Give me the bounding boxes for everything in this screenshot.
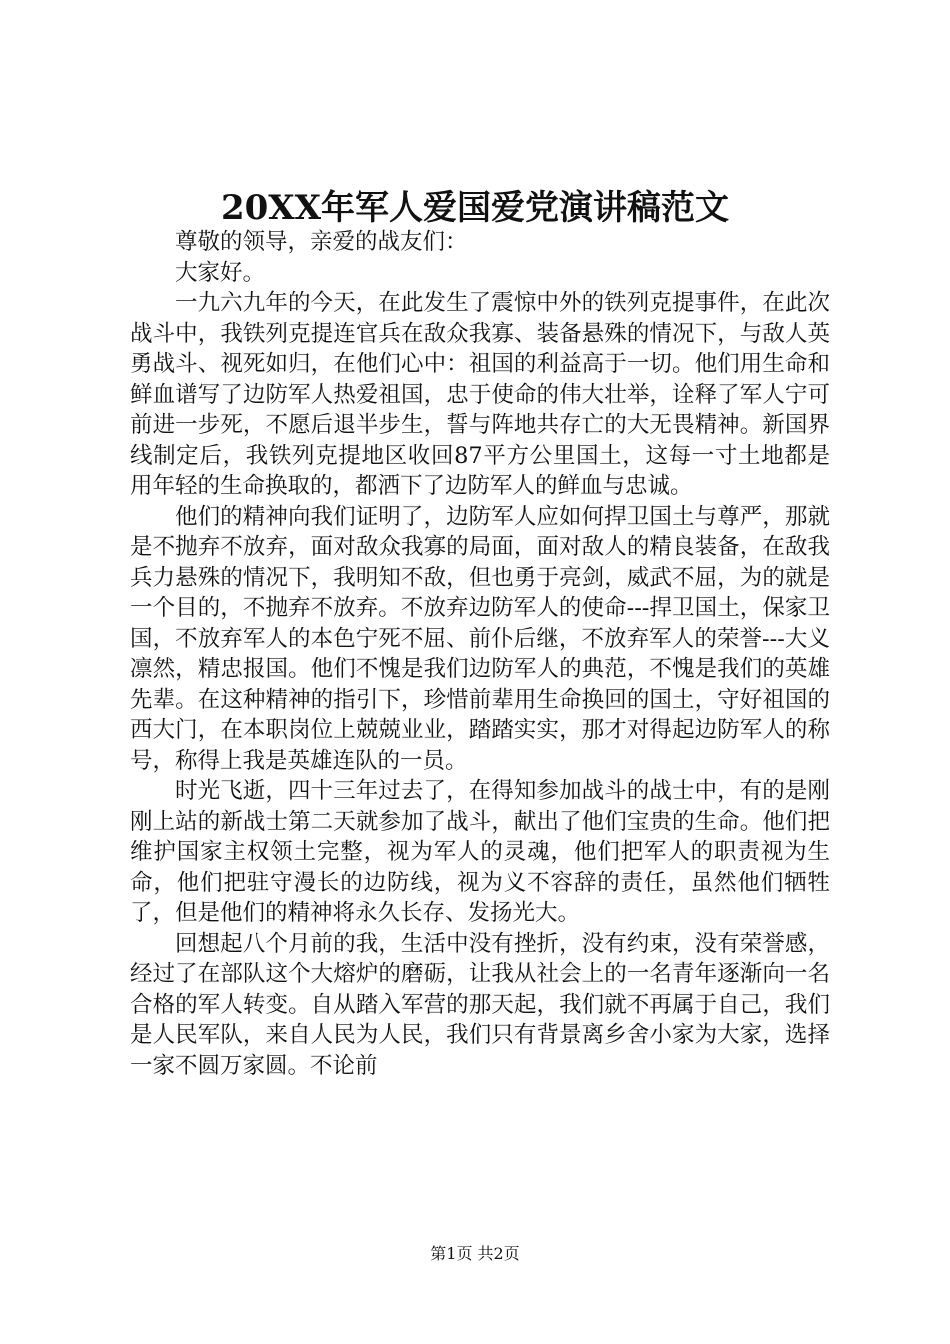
page-footer: 第1页 共2页 bbox=[430, 1244, 520, 1263]
paragraph: 他们的精神向我们证明了，边防军人应如何捍卫国土与尊严，那就是不抛弃不放弃，面对敌众我寡的局面，面对敌人的精良装备，在敌我兵力悬殊的情况下，我明知不敌，但也勇于亮剑，威武不屈，为的就是一个目的，不抛弃不放弃。不放弃边防军人的使命---捍卫国土，保家卫国，不放弃军人的本色宁死不屈、前仆后继，不放弃军人的荣誉---大义凛然，精忠报国。他们不愧是我们边防军人的典范，不愧是我们的英雄先辈。在这种精神的指引下，珍惜前辈用生命换回的国土，守好祖国的西大门，在本职岗位上兢兢业业，踏踏实实，那才对得起边防军人的称号，称得上我是英雄连队的一员。 bbox=[130, 503, 830, 774]
document-title: 20XX年军人爱国爱党演讲稿范文 bbox=[220, 188, 730, 228]
paragraph: 回想起八个月前的我，生活中没有挫折，没有约束，没有荣誉感，经过了在部队这个大熔炉的磨砺，让我从社会上的一名青年逐渐向一名合格的军人转变。自从踏入军营的那天起，我们就不再属于自己，我们是人民军队，来自人民为人民，我们只有背景离乡舍小家为大家，选择一家不圆万家圆。不论前 bbox=[130, 930, 830, 1079]
paragraph: 一九六九年的今天，在此发生了震惊中外的铁列克提事件，在此次战斗中，我铁列克提连官兵在敌众我寡、装备悬殊的情况下，与敌人英勇战斗、视死如归，在他们心中：祖国的利益高于一切。他们用生命和鲜血谱写了边防军人热爱祖国，忠于使命的伟大壮举，诠释了军人宁可前进一步死，不愿后退半步生，誓与阵地共存亡的大无畏精神。新国界线制定后，我铁列克提地区收回87平方公里国土，这每一寸土地都是用年轻的生命换取的，都洒下了边防军人的鲜血与忠诚。 bbox=[130, 290, 830, 499]
document-body bbox=[130, 227, 830, 1081]
salutation: 尊敬的领导，亲爱的战友们： bbox=[175, 229, 468, 255]
greeting: 大家好。 bbox=[175, 259, 266, 286]
paragraph: 时光飞逝，四十三年过去了，在得知参加战斗的战士中，有的是刚刚上站的新战士第二天就参加了战斗，献出了他们宝贵的生命。他们把维护国家主权领土完整，视为军人的灵魂，他们把军人的职责视为生命，他们把驻守漫长的边防线，视为义不容辞的责任，虽然他们牺牲了，但是他们的精神将永久长存、发扬光大。 bbox=[130, 778, 830, 926]
